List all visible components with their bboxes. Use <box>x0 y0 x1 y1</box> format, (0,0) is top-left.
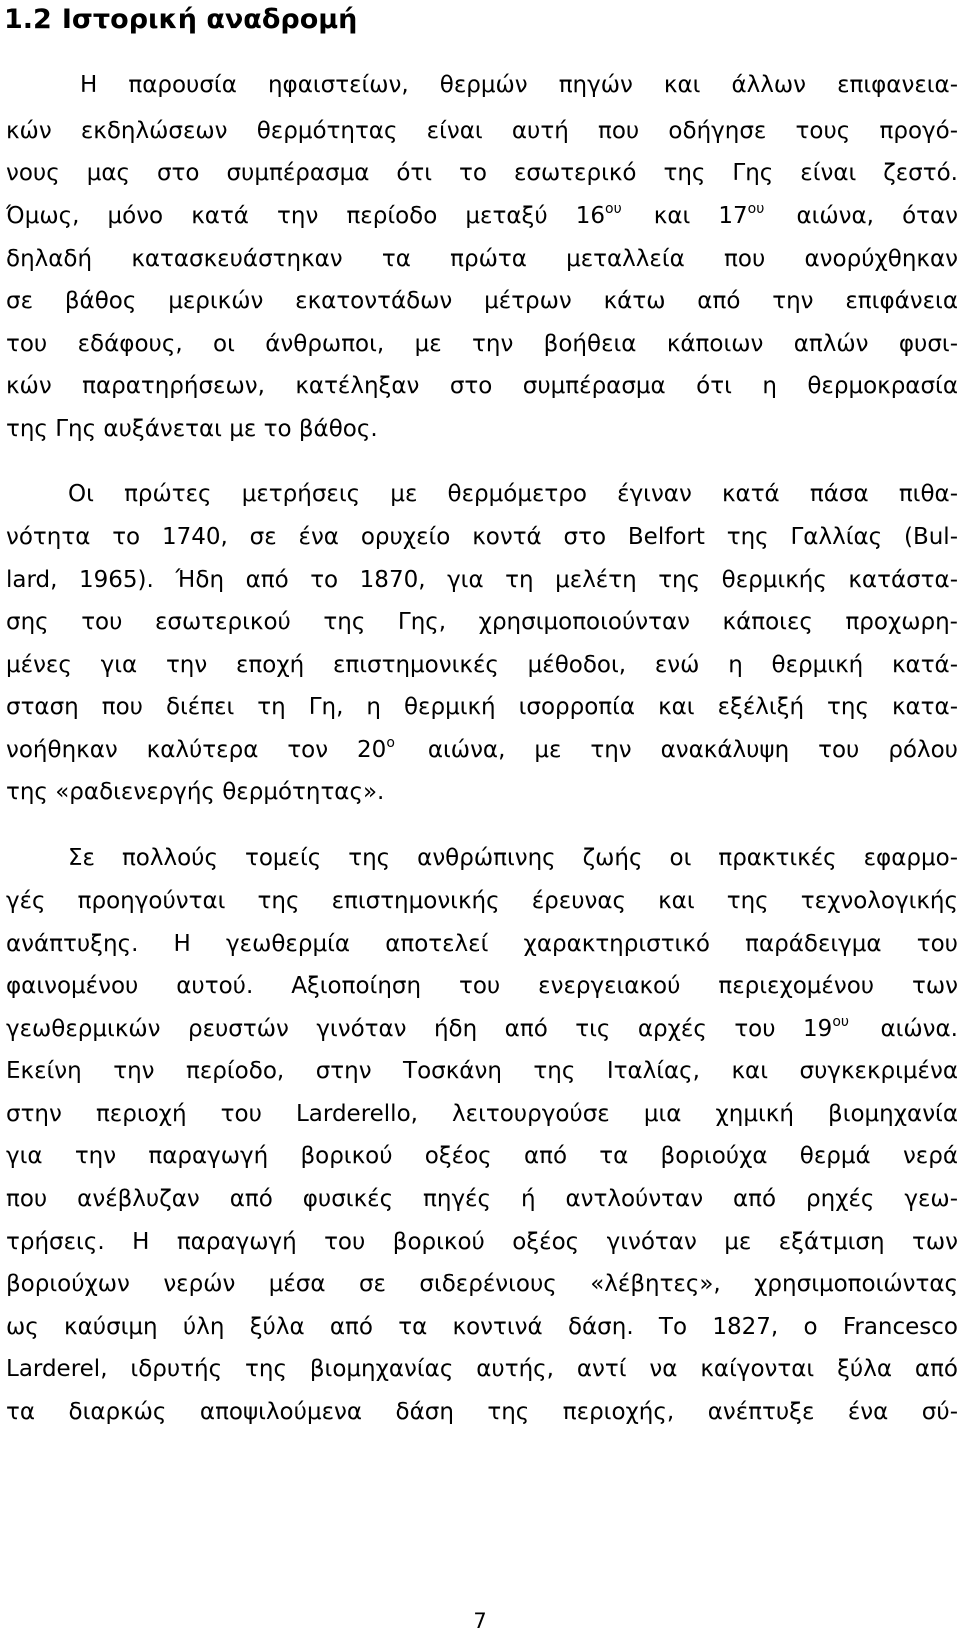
text-line: φαινομένου αυτού. Αξιοποίηση του ενεργειακού περιεχομένου των <box>6 973 958 999</box>
text-segment: αιώνα, με την ανακάλυψη του ρόλου <box>427 737 958 763</box>
text-segment: και 17 <box>653 203 748 229</box>
superscript: ο <box>386 735 395 751</box>
text-line: που ανέβλυζαν από φυσικές πηγές ή αντλούνταν από ρηχές γεω- <box>6 1186 958 1212</box>
text-line: νότητα το 1740, σε ένα ορυχείο κοντά στο Belfort της Γαλλίας (Bul- <box>6 524 958 550</box>
text-line: της «ραδιενεργής θερμότητας». <box>6 779 385 805</box>
section-number: 1.2 <box>4 4 52 35</box>
text-segment: νοήθηκαν καλύτερα τον 20 <box>6 737 387 763</box>
text-segment: Όμως, μόνο κατά την περίοδο μεταξύ 16 <box>6 203 606 229</box>
text-line: κών εκδηλώσεων θερμότητας είναι αυτή που οδήγησε τους προγό- <box>6 118 958 144</box>
text-line: τα διαρκώς αποψιλούμενα δάση της περιοχής, ανέπτυξε ένα σύ- <box>6 1399 958 1425</box>
text-line: δηλαδή κατασκευάστηκαν τα πρώτα μεταλλεία που ανορύχθηκαν <box>6 246 958 272</box>
text-segment: αιώνα, όταν <box>796 203 958 229</box>
text-line: σε βάθος μερικών εκατοντάδων μέτρων κάτω από την επιφάνεια <box>6 288 958 314</box>
text-line: τρήσεις. Η παραγωγή του βορικού οξέος γινόταν με εξάτμιση των <box>6 1229 958 1255</box>
text-segment: γεωθερμικών ρευστών γινόταν ήδη από τις αρχές του 19 <box>6 1016 833 1042</box>
section-title: Ιστορική αναδρομή <box>61 4 358 35</box>
text-line <box>6 200 958 232</box>
text-line: lard, 1965). Ήδη από το 1870, για τη μελέτη της θερμικής κατάστα- <box>6 567 958 593</box>
text-line: σης του εσωτερικού της Γης, χρησιμοποιούνταν κάποιες προχωρη- <box>6 609 958 635</box>
text-line: γές προηγούνται της επιστημονικής έρευνας και της τεχνολογικής <box>6 888 958 914</box>
text-line: ανάπτυξης. Η γεωθερμία αποτελεί χαρακτηριστικό παράδειγμα του <box>6 931 958 957</box>
text-line: βοριούχων νερών μέσα σε σιδερένιους «λέβητες», χρησιμοποιώντας <box>6 1271 958 1297</box>
text-line: στην περιοχή του Larderello, λειτουργούσε μια χημική βιομηχανία <box>6 1101 958 1127</box>
superscript: ου <box>832 1014 849 1030</box>
text-line: Οι πρώτες μετρήσεις με θερμόμετρο έγιναν κατά πάσα πιθα- <box>68 481 958 507</box>
text-line: Η παρουσία ηφαιστείων, θερμών πηγών και άλλων επιφανεια- <box>80 72 958 98</box>
text-segment: αιώνα. <box>880 1016 958 1042</box>
text-line: Εκείνη την περίοδο, στην Τοσκάνη της Ιταλίας, και συγκεκριμένα <box>6 1058 958 1084</box>
text-line: νους μας στο συμπέρασμα ότι το εσωτερικό της Γης είναι ζεστό. <box>6 160 958 186</box>
text-line: Larderel, ιδρυτής της βιομηχανίας αυτής, αντί να καίγονται ξύλα από <box>6 1356 958 1382</box>
section-heading <box>4 2 357 38</box>
superscript: ου <box>605 201 622 217</box>
superscript: ου <box>747 201 765 217</box>
text-line: της Γης αυξάνεται με το βάθος. <box>6 416 378 442</box>
text-line: για την παραγωγή βορικού οξέος από τα βοριούχα θερμά νερά <box>6 1143 958 1169</box>
text-line <box>6 1013 958 1045</box>
text-line: μένες για την εποχή επιστημονικές μέθοδοι, ενώ η θερμική κατά- <box>6 652 958 678</box>
text-line: σταση που διέπει τη Γη, η θερμική ισορροπία και εξέλιξή της κατα- <box>6 694 958 720</box>
text-line: του εδάφους, οι άνθρωποι, με την βοήθεια κάποιων απλών φυσι- <box>6 331 958 357</box>
text-line: ως καύσιμη ύλη ξύλα από τα κοντινά δάση. Το 1827, ο Francesco <box>6 1314 958 1340</box>
text-line <box>6 734 958 766</box>
text-line: κών παρατηρήσεων, κατέληξαν στο συμπέρασμα ότι η θερμοκρασία <box>6 373 958 399</box>
page-number: 7 <box>473 1609 487 1633</box>
text-line: Σε πολλούς τομείς της ανθρώπινης ζωής οι πρακτικές εφαρμο- <box>68 845 958 871</box>
